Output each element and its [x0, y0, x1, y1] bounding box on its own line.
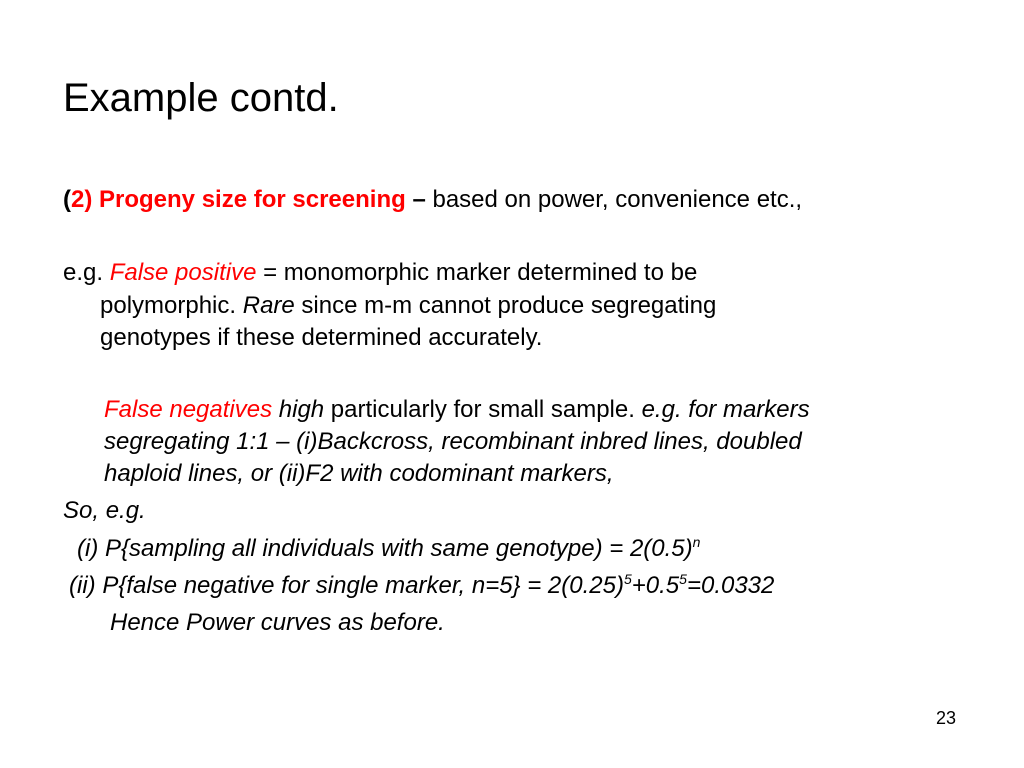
fp-line2-start: polymorphic.	[100, 292, 243, 319]
false-negative-line-2: segregating 1:1 – (i)Backcross, recombinant inbred lines, doubled	[104, 428, 802, 455]
fn-line1-plain: particularly for small sample.	[324, 396, 642, 423]
hence-line: Hence Power curves as before.	[110, 609, 445, 636]
example-item-1	[77, 532, 700, 565]
false-positive-line-2	[100, 289, 716, 322]
item1-superscript: n	[692, 534, 701, 550]
heading-rest: based on power, convenience etc.,	[425, 186, 803, 213]
heading-dash: –	[405, 186, 426, 213]
heading-line	[63, 183, 802, 216]
page-number: 23	[936, 708, 957, 728]
item2-text-b: +0.5	[631, 572, 680, 599]
item2-superscript-b: 5	[679, 571, 687, 587]
item2-text-c: =0.0332	[686, 572, 775, 599]
fp-line1-rest: = monomorphic marker determined to be	[256, 259, 698, 286]
false-positive-line-3: genotypes if these determined accurately.	[100, 324, 543, 351]
fn-high: high	[272, 396, 325, 423]
item2-text-a: (ii) P{false negative for single marker, n=5} = 2(0.25)	[69, 572, 624, 599]
fp-line2-rest: since m-m cannot produce segregating	[294, 292, 717, 319]
heading-label: 2) Progeny size for screening	[71, 186, 406, 213]
false-negative-line-1	[104, 393, 810, 426]
fp-term: False positive	[109, 259, 257, 286]
fp-rare: Rare	[242, 292, 295, 319]
fp-prefix: e.g.	[63, 259, 110, 286]
fn-line1-italic: e.g. for markers	[641, 396, 810, 423]
heading-open-paren: (	[63, 186, 71, 213]
fn-term: False negatives	[104, 396, 273, 423]
item2-superscript-a: 5	[623, 571, 632, 587]
example-item-2	[69, 569, 774, 602]
false-positive-line-1	[63, 256, 697, 289]
false-negative-line-3: haploid lines, or (ii)F2 with codominant markers,	[104, 460, 614, 487]
so-eg-line: So, e.g.	[63, 497, 146, 524]
item1-text: (i) P{sampling all individuals with same genotype) = 2(0.5)	[77, 535, 693, 562]
slide-title: Example contd.	[63, 76, 339, 120]
